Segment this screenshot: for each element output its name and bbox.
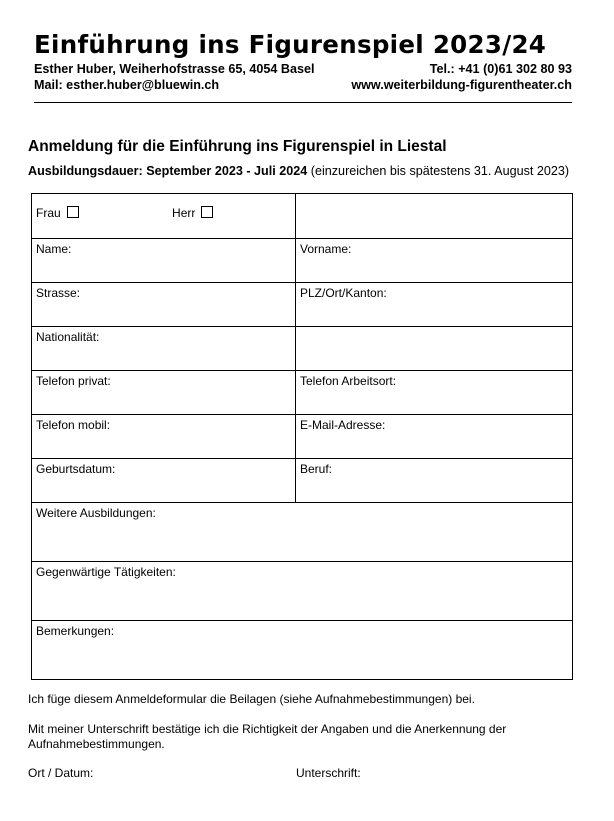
frau-checkbox[interactable]: [67, 206, 79, 218]
document-title: Einführung ins Figurenspiel 2023/24: [34, 30, 547, 59]
taetigkeiten-label: Gegenwärtige Tätigkeiten:: [36, 565, 176, 579]
weitere-field[interactable]: [32, 503, 573, 562]
nationalitaet-field[interactable]: [32, 327, 296, 371]
header-divider: [34, 102, 572, 103]
confirm-line-1: Mit meiner Unterschrift bestätige ich die Richtigkeit der Angaben und die Anerkennung der: [28, 722, 507, 736]
plz-label: PLZ/Ort/Kanton:: [300, 286, 387, 300]
mail-line: Mail: esther.huber@bluewin.ch: [34, 78, 220, 92]
tel-arbeit-label: Telefon Arbeitsort:: [300, 374, 397, 388]
duration-label: Ausbildungsdauer: September 2023 - Juli 2024: [28, 164, 308, 178]
herr-checkbox[interactable]: [201, 206, 213, 218]
strasse-label: Strasse:: [36, 286, 81, 300]
vorname-label: Vorname:: [300, 242, 352, 256]
beruf-label: Beruf:: [300, 462, 333, 476]
tel-arbeit-field[interactable]: [296, 371, 573, 415]
taetigkeiten-field[interactable]: [32, 562, 573, 621]
name-field[interactable]: [32, 239, 296, 283]
geburtsdatum-field[interactable]: [32, 459, 296, 503]
beruf-field[interactable]: [296, 459, 573, 503]
vorname-field[interactable]: [296, 239, 573, 283]
address-line: Esther Huber, Weiherhofstrasse 65, 4054 Basel: [34, 62, 315, 76]
empty-cell-2: [296, 327, 573, 371]
email-field[interactable]: [296, 415, 573, 459]
empty-cell: [296, 194, 573, 239]
geburtsdatum-label: Geburtsdatum:: [36, 462, 116, 476]
phone-line: Tel.: +41 (0)61 302 80 93: [429, 62, 572, 76]
tel-mobil-label: Telefon mobil:: [36, 418, 111, 432]
nationalitaet-label: Nationalität:: [36, 330, 100, 344]
tel-mobil-field[interactable]: [32, 415, 296, 459]
tel-privat-field[interactable]: [32, 371, 296, 415]
tel-privat-label: Telefon privat:: [36, 374, 111, 388]
duration-note: (einzureichen bis spätestens 31. August 2023): [307, 164, 570, 178]
bemerkungen-label: Bemerkungen:: [36, 624, 115, 638]
plz-field[interactable]: [296, 283, 573, 327]
weitere-label: Weitere Ausbildungen:: [36, 506, 156, 520]
salutation-cell: [32, 194, 296, 239]
bemerkungen-field[interactable]: [32, 621, 573, 680]
herr-label: Herr: [172, 206, 196, 220]
herr-option[interactable]: [172, 206, 213, 220]
unterschrift-label: Unterschrift:: [296, 766, 361, 780]
registration-form: [31, 193, 573, 680]
email-label: E-Mail-Adresse:: [300, 418, 386, 432]
name-label: Name:: [36, 242, 72, 256]
frau-label: Frau: [36, 206, 61, 220]
ort-datum-label: Ort / Datum:: [28, 766, 94, 780]
confirm-line-2: Aufnahmebestimmungen.: [28, 737, 165, 751]
frau-option[interactable]: [36, 206, 79, 220]
beilagen-text: Ich füge diesem Anmeldeformular die Beilagen (siehe Aufnahmebestimmungen) bei.: [28, 692, 475, 706]
registration-duration: [28, 164, 569, 178]
web-line: www.weiterbildung-figurentheater.ch: [351, 78, 572, 92]
strasse-field[interactable]: [32, 283, 296, 327]
registration-title: Anmeldung für die Einführung ins Figurenspiel in Liestal: [28, 138, 447, 155]
